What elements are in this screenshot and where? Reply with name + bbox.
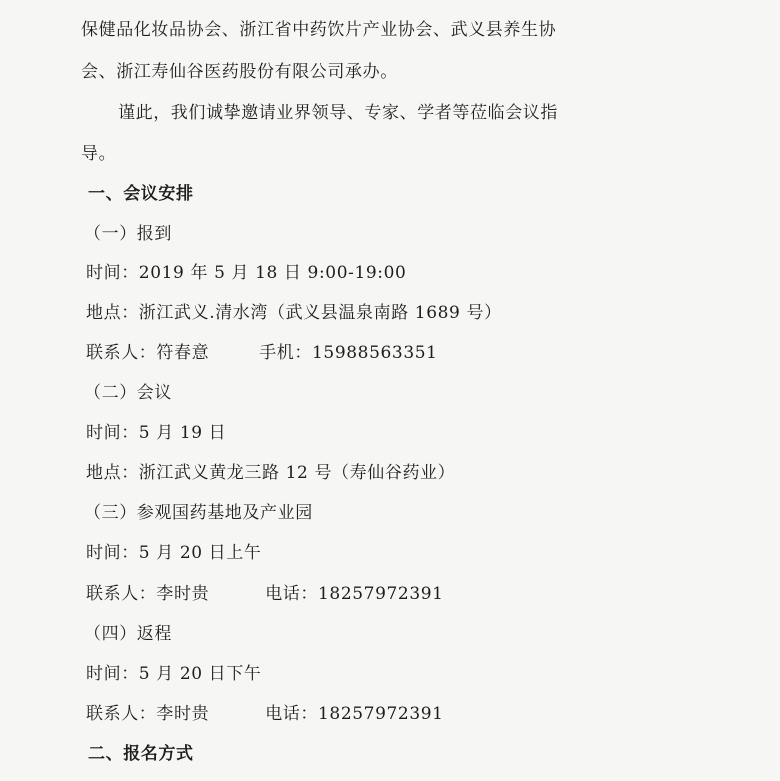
meeting-time: 时间：5 月 19 日	[86, 423, 227, 443]
registration-place: 地点：浙江武义.清水湾（武义县温泉南路 1689 号）	[86, 303, 502, 323]
visit-phone: 电话：18257972391	[265, 584, 444, 604]
intro-line-1: 保健品化妆品协会、浙江省中药饮片产业协会、武义县养生协	[81, 20, 557, 40]
section-2-heading: 二、报名方式	[88, 744, 194, 764]
intro-line-4: 导。	[81, 144, 117, 164]
registration-title: （一）报到	[84, 224, 172, 244]
return-contact-row	[86, 702, 780, 726]
return-time: 时间：5 月 20 日下午	[86, 664, 262, 684]
return-contact: 联系人：李时贵	[86, 704, 210, 724]
return-title: （四）返程	[84, 624, 172, 644]
intro-line-2: 会、浙江寿仙谷医药股份有限公司承办。	[81, 62, 398, 82]
visit-time: 时间：5 月 20 日上午	[86, 543, 262, 563]
registration-time: 时间：2019 年 5 月 18 日 9:00-19:00	[86, 263, 407, 283]
visit-title: （三）参观国药基地及产业园	[84, 503, 313, 523]
registration-contact: 联系人：符春意	[86, 343, 210, 363]
registration-contact-row	[86, 341, 780, 365]
visit-contact: 联系人：李时贵	[86, 584, 210, 604]
visit-contact-row	[86, 582, 780, 606]
section-1-heading: 一、会议安排	[88, 184, 194, 204]
meeting-title: （二）会议	[84, 383, 172, 403]
registration-phone: 手机：15988563351	[259, 343, 438, 363]
meeting-place: 地点：浙江武义黄龙三路 12 号（寿仙谷药业）	[86, 463, 456, 483]
intro-line-3: 谨此，我们诚挚邀请业界领导、专家、学者等莅临会议指	[118, 103, 558, 123]
return-phone: 电话：18257972391	[265, 704, 444, 724]
